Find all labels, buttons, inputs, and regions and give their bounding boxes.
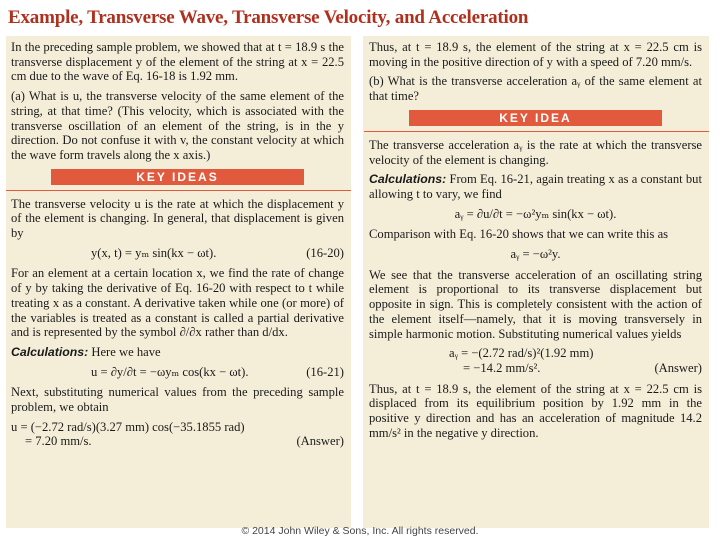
answer-line: u = (−2.72 rad/s)(3.27 mm) cos(−35.1855 rad) [11,419,245,434]
answer-line: = −14.2 mm/s². [463,360,541,375]
comparison-paragraph: Comparison with Eq. 16-20 shows that we can write this as [369,227,669,242]
copyright-footer: © 2014 John Wiley & Sons, Inc. All rights reserved. [241,525,479,537]
velocity-answer [11,420,344,449]
slide-title: Example, Transverse Wave, Transverse Velocity, and Acceleration [8,7,529,28]
equation-16-20 [11,246,344,261]
question-a: (a) What is u, the transverse velocity of the same element of the string, at that time? (This velocity, which is associated with the transverse oscillation of an element of the string, is in the y direction. Do not confuse it with v, the constant velocity at which the wave form travels along the x axis.) [11,89,344,162]
calculations-label: Calculations: [11,344,89,359]
equation-number: (16-20) [306,245,344,260]
right-column [363,36,709,528]
final-paragraph: Thus, at t = 18.9 s, the element of the string at x = 22.5 cm is displaced from its equilibrium position by 1.92 mm in the positive y direction and has an acceleration of magnitude 14.2 mm/s² in the negative y direction. [369,381,702,440]
thus-paragraph: Thus, at t = 18.9 s, the element of the string at x = 22.5 cm is moving in the positive direction of y with a speed of 7.20 mm/s. [369,40,702,69]
divider [6,190,351,191]
key-idea-banner: KEY IDEA [409,110,662,126]
calculations-paragraph [11,345,344,360]
left-column [6,36,351,528]
key-ideas-banner: KEY IDEAS [51,169,304,185]
answer-label: (Answer) [654,360,702,375]
compact-equation: aᵧ = −ω²y. [510,247,561,262]
substitution-paragraph: Next, substituting numerical values from the preceding sample problem, we obtain [11,385,344,415]
calculations-text: From Eq. 16-21, again treating x as a constant but allowing t to vary, we find [369,172,702,201]
answer-line: = 7.20 mm/s. [25,434,92,449]
calculations-text: Here we have [91,344,161,359]
answer-line: aᵧ = −(2.72 rad/s)²(1.92 mm) [449,346,594,361]
key-ideas-text: The transverse velocity u is the rate at which the displacement y of the element is changing. In general, that displacement is given by [11,196,344,241]
equation-16-21 [11,365,344,380]
calculations-label: Calculations: [369,172,447,187]
equation-number: (16-21) [306,364,344,379]
key-idea-text: The transverse acceleration aᵧ is the rate at which the transverse velocity of the element is changing. [369,137,702,167]
answer-label: (Answer) [296,434,344,449]
intro-paragraph: In the preceding sample problem, we showed that at t = 18.9 s the transverse displacement y of the element of the string at x = 22.5 cm due to the wave of Eq. 16-18 is 1.92 mm. [11,40,344,84]
equation-expression: y(x, t) = yₘ sin(kx − ωt). [91,245,217,260]
acceleration-equation: aᵧ = ∂u/∂t = −ω²yₘ sin(kx − ωt). [454,206,617,221]
calculations-paragraph [369,172,702,201]
derivative-paragraph: For an element at a certain location x, we find the rate of change of y by taking the derivative of Eq. 16-20 with respect to t while treating x as a constant. A derivative taken while one (or more) of the variables is treated as a constant is called a partial derivative and is represented by the symbol ∂/∂x rather than d/dx. [11,266,344,340]
question-b: (b) What is the transverse acceleration aᵧ of the same element at that time? [369,74,702,104]
divider [364,131,709,132]
consistency-paragraph: We see that the transverse acceleration of an oscillating string element is proportional to its transverse displacement but opposite in sign. This is completely consistent with the action of the element itself—namely, that it is moving transversely in simple harmonic motion. Substituting numerical values yields [369,267,702,341]
equation-expression: u = ∂y/∂t = −ωyₘ cos(kx − ωt). [91,364,249,379]
acceleration-answer [369,346,702,375]
